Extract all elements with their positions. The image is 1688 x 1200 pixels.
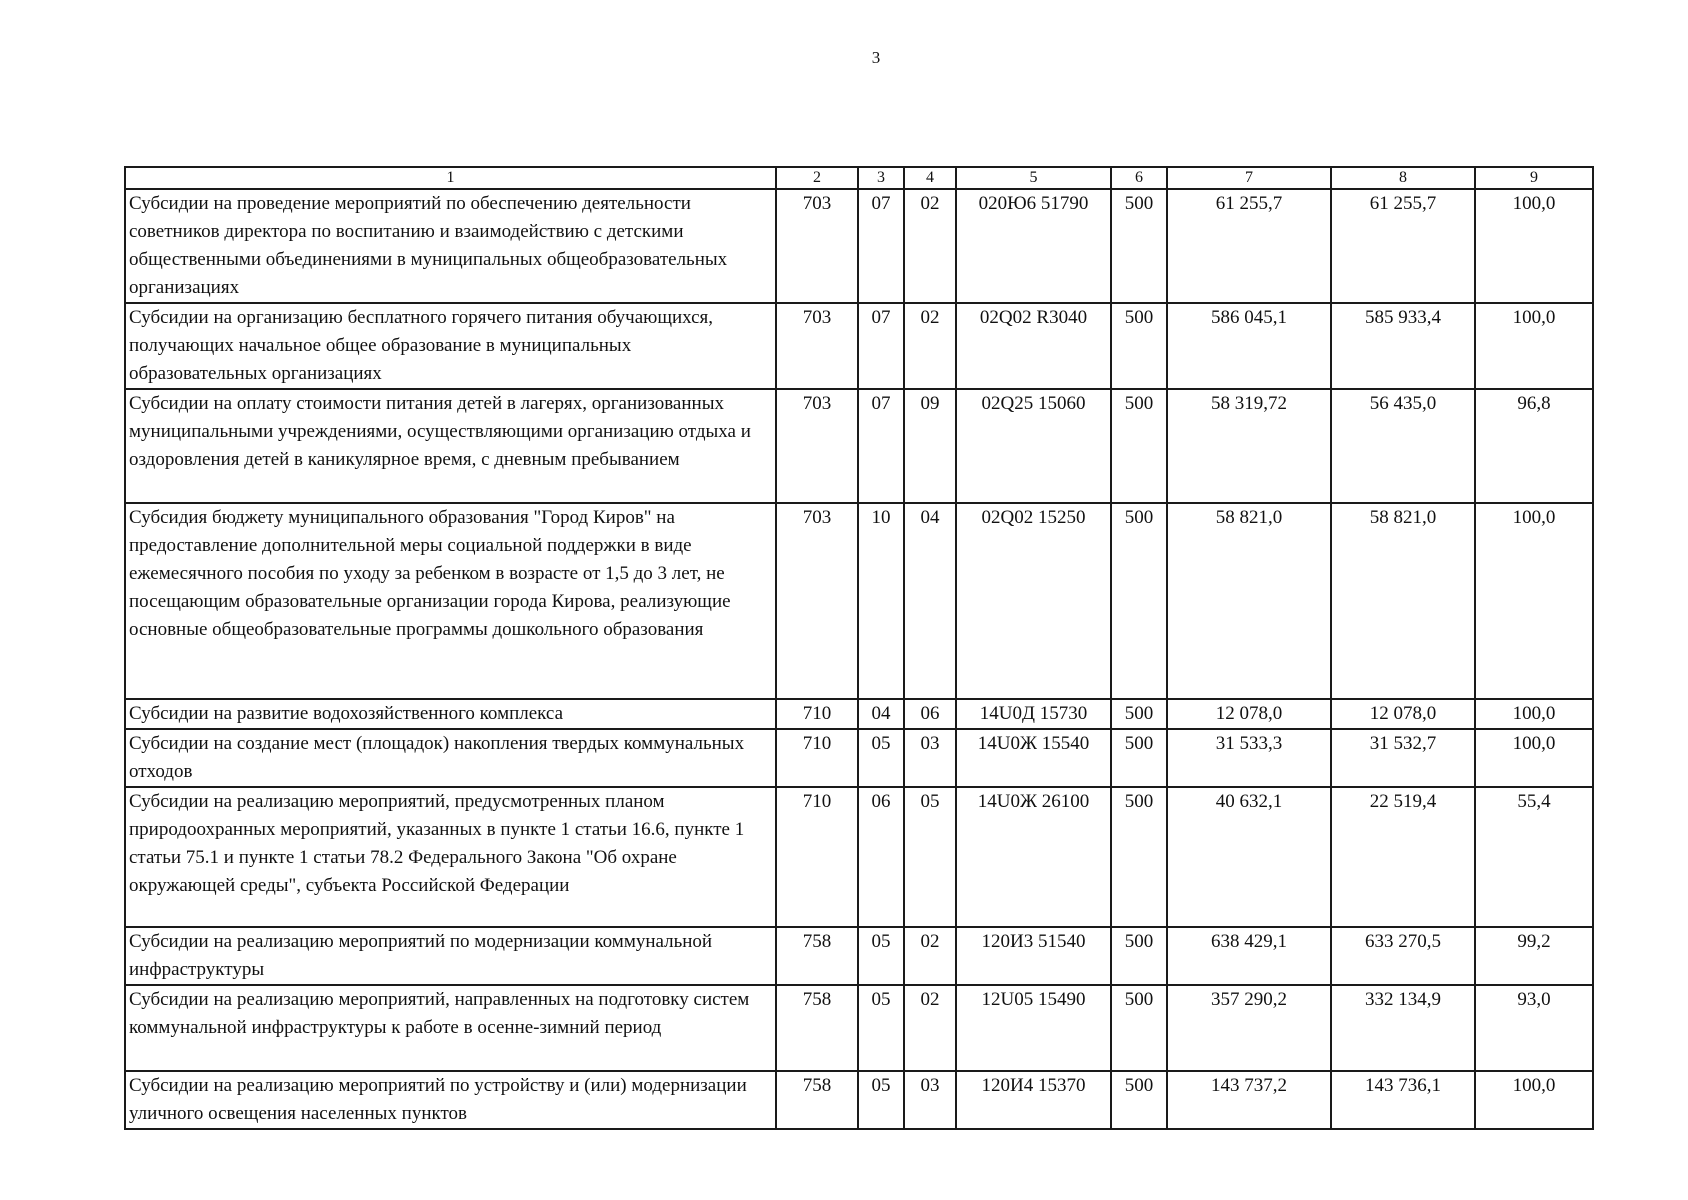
row-grbs: 710: [776, 729, 858, 787]
row-percent: 100,0: [1475, 729, 1593, 787]
row-fact: 31 532,7: [1331, 729, 1475, 787]
row-name: Субсидии на организацию бесплатного горячего питания обучающихся, получающих начальное общее образование в муниципальных образовательных организациях: [125, 303, 776, 389]
row-section: 10: [858, 503, 904, 699]
row-subsection: 05: [904, 787, 956, 927]
row-grbs: 703: [776, 503, 858, 699]
row-target: 02Q02 R3040: [956, 303, 1111, 389]
row-grbs: 710: [776, 787, 858, 927]
row-subsection: 06: [904, 699, 956, 729]
row-grbs: 703: [776, 389, 858, 503]
row-name: Субсидии на реализацию мероприятий по модернизации коммунальной инфраструктуры: [125, 927, 776, 985]
row-name: Субсидии на проведение мероприятий по обеспечению деятельности советников директора по воспитанию и взаимодействию с детскими общественными объединениями в муниципальных общеобразовательных организациях: [125, 189, 776, 303]
row-plan: 58 821,0: [1167, 503, 1331, 699]
table-row: [125, 503, 1593, 699]
page-number: 3: [871, 48, 881, 67]
row-plan: 357 290,2: [1167, 985, 1331, 1071]
row-target: 020Ю6 51790: [956, 189, 1111, 303]
row-vr: 500: [1111, 189, 1167, 303]
row-fact: 61 255,7: [1331, 189, 1475, 303]
row-target: 14U0Д 15730: [956, 699, 1111, 729]
row-target: 14U0Ж 15540: [956, 729, 1111, 787]
row-grbs: 710: [776, 699, 858, 729]
row-plan: 31 533,3: [1167, 729, 1331, 787]
row-target: 12U05 15490: [956, 985, 1111, 1071]
row-fact: 58 821,0: [1331, 503, 1475, 699]
row-percent: 100,0: [1475, 503, 1593, 699]
row-plan: 143 737,2: [1167, 1071, 1331, 1129]
row-plan: 586 045,1: [1167, 303, 1331, 389]
row-section: 05: [858, 729, 904, 787]
row-plan: 61 255,7: [1167, 189, 1331, 303]
row-vr: 500: [1111, 503, 1167, 699]
row-vr: 500: [1111, 729, 1167, 787]
row-subsection: 02: [904, 927, 956, 985]
row-vr: 500: [1111, 927, 1167, 985]
table-row: [125, 189, 1593, 303]
row-subsection: 09: [904, 389, 956, 503]
row-vr: 500: [1111, 1071, 1167, 1129]
row-vr: 500: [1111, 303, 1167, 389]
row-name: Субсидии на реализацию мероприятий по устройству и (или) модернизации уличного освещения населенных пунктов: [125, 1071, 776, 1129]
table-row: [125, 1071, 1593, 1129]
row-target: 120И3 51540: [956, 927, 1111, 985]
row-target: 120И4 15370: [956, 1071, 1111, 1129]
row-percent: 100,0: [1475, 189, 1593, 303]
table-row: [125, 985, 1593, 1071]
row-subsection: 02: [904, 985, 956, 1071]
row-percent: 93,0: [1475, 985, 1593, 1071]
header-cell: 9: [1475, 167, 1593, 189]
row-section: 05: [858, 1071, 904, 1129]
row-subsection: 03: [904, 1071, 956, 1129]
row-vr: 500: [1111, 389, 1167, 503]
row-subsection: 02: [904, 189, 956, 303]
row-grbs: 703: [776, 303, 858, 389]
table-row: [125, 699, 1593, 729]
header-cell: 7: [1167, 167, 1331, 189]
table-row: [125, 927, 1593, 985]
row-vr: 500: [1111, 787, 1167, 927]
row-section: 05: [858, 927, 904, 985]
row-percent: 55,4: [1475, 787, 1593, 927]
row-percent: 100,0: [1475, 699, 1593, 729]
row-name: Субсидии на реализацию мероприятий, направленных на подготовку систем коммунальной инфраструктуры к работе в осенне-зимний период: [125, 985, 776, 1071]
row-plan: 40 632,1: [1167, 787, 1331, 927]
row-subsection: 04: [904, 503, 956, 699]
row-fact: 332 134,9: [1331, 985, 1475, 1071]
row-section: 07: [858, 303, 904, 389]
row-fact: 12 078,0: [1331, 699, 1475, 729]
row-grbs: 703: [776, 189, 858, 303]
row-percent: 100,0: [1475, 1071, 1593, 1129]
header-cell: 4: [904, 167, 956, 189]
row-fact: 585 933,4: [1331, 303, 1475, 389]
header-cell: 6: [1111, 167, 1167, 189]
row-section: 07: [858, 189, 904, 303]
header-row: [125, 167, 1593, 189]
row-name: Субсидии на реализацию мероприятий, предусмотренных планом природоохранных мероприятий, указанных в пункте 1 статьи 16.6, пункте 1 статьи 75.1 и пункте 1 статьи 78.2 Федерального Закона "Об охране окружающей среды", субъекта Российской Федерации: [125, 787, 776, 927]
row-fact: 56 435,0: [1331, 389, 1475, 503]
row-fact: 143 736,1: [1331, 1071, 1475, 1129]
table-row: [125, 389, 1593, 503]
header-cell: 3: [858, 167, 904, 189]
header-cell: 8: [1331, 167, 1475, 189]
row-percent: 99,2: [1475, 927, 1593, 985]
row-percent: 100,0: [1475, 303, 1593, 389]
budget-table: [124, 166, 1594, 1130]
row-grbs: 758: [776, 1071, 858, 1129]
row-subsection: 03: [904, 729, 956, 787]
row-section: 05: [858, 985, 904, 1071]
row-target: 14U0Ж 26100: [956, 787, 1111, 927]
row-plan: 58 319,72: [1167, 389, 1331, 503]
row-fact: 633 270,5: [1331, 927, 1475, 985]
row-section: 06: [858, 787, 904, 927]
row-vr: 500: [1111, 985, 1167, 1071]
row-grbs: 758: [776, 927, 858, 985]
table-row: [125, 729, 1593, 787]
row-plan: 12 078,0: [1167, 699, 1331, 729]
row-vr: 500: [1111, 699, 1167, 729]
table-row: [125, 303, 1593, 389]
header-cell: 1: [125, 167, 776, 189]
header-cell: 5: [956, 167, 1111, 189]
row-fact: 22 519,4: [1331, 787, 1475, 927]
row-percent: 96,8: [1475, 389, 1593, 503]
row-section: 04: [858, 699, 904, 729]
row-name: Субсидии на оплату стоимости питания детей в лагерях, организованных муниципальными учреждениями, осуществляющими организацию отдыха и оздоровления детей в каникулярное время, с дневным пребыванием: [125, 389, 776, 503]
table-row: [125, 787, 1593, 927]
row-section: 07: [858, 389, 904, 503]
row-name: Субсидия бюджету муниципального образования "Город Киров" на предоставление дополнительной меры социальной поддержки в виде ежемесячного пособия по уходу за ребенком в возрасте от 1,5 до 3 лет, не посещающим образовательные организации города Кирова, реализующие основные общеобразовательные программы дошкольного образования: [125, 503, 776, 699]
header-cell: 2: [776, 167, 858, 189]
row-target: 02Q25 15060: [956, 389, 1111, 503]
row-target: 02Q02 15250: [956, 503, 1111, 699]
row-grbs: 758: [776, 985, 858, 1071]
row-name: Субсидии на создание мест (площадок) накопления твердых коммунальных отходов: [125, 729, 776, 787]
row-subsection: 02: [904, 303, 956, 389]
row-name: Субсидии на развитие водохозяйственного комплекса: [125, 699, 776, 729]
row-plan: 638 429,1: [1167, 927, 1331, 985]
